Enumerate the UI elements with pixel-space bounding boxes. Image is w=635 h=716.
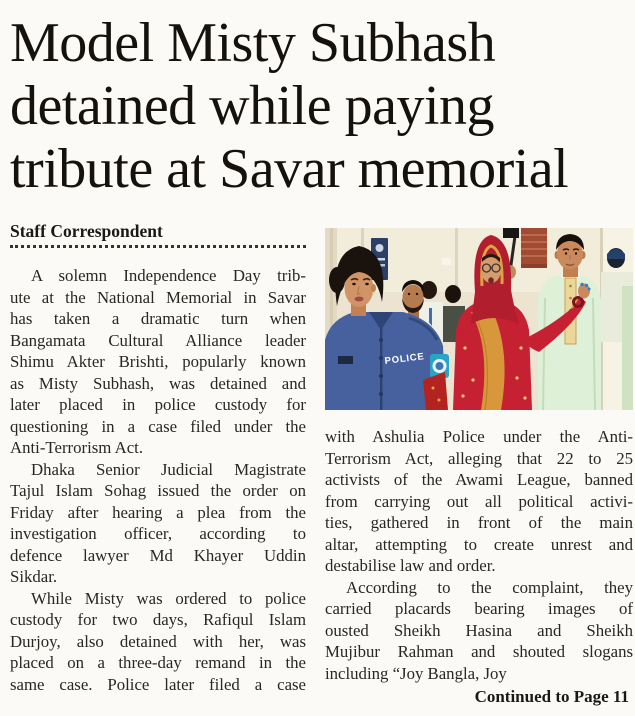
headline-line-3: tribute at Savar memorial	[10, 138, 569, 200]
headline-line-2: detained while paying	[10, 75, 495, 137]
article-line: with Ashulia Police under the Anti-	[325, 427, 633, 446]
article-line: ties, gathered in front of the main	[325, 513, 633, 532]
article-line: investigation officer, according to	[10, 524, 306, 543]
article-line: Dhaka Senior Judicial Magistrate	[31, 459, 306, 479]
paragraph	[10, 588, 306, 696]
article-line: same case. Police later filed a case	[10, 674, 306, 694]
article-line: destabilise law and order.	[325, 556, 496, 575]
article-columns	[10, 221, 635, 707]
byline: Staff Correspondent	[10, 221, 163, 241]
article-line: as Misty Subhash, was detained and	[10, 373, 306, 393]
article-line: Sikdar.	[10, 567, 58, 586]
headline	[10, 12, 635, 201]
paragraph	[10, 459, 306, 588]
article-line: Bangamata Cultural Alliance leader	[10, 330, 306, 350]
column-right	[325, 221, 633, 707]
article-line: Anti-Terrorism Act.	[10, 438, 144, 457]
column-left	[10, 221, 306, 695]
article-line: questioning in a case filed under the	[10, 416, 306, 436]
article-line: Durjoy, also detained with her, was	[10, 631, 306, 651]
article-line: According to the complaint, they	[346, 577, 633, 597]
paragraph	[10, 265, 306, 459]
article-text-right	[325, 426, 633, 684]
article-line: later placed in police custody for	[10, 395, 306, 414]
article-line: custody for two days, Rafiqul Islam	[10, 610, 306, 629]
headline-line-1: Model Misty Subhash	[10, 12, 496, 74]
article-line: altar, attempting to create unrest and	[325, 534, 633, 554]
article-line: from carrying out all political activi-	[325, 491, 633, 511]
article-line: has taken a dramatic turn when	[10, 309, 306, 328]
article-line: ute at the National Memorial in Savar	[10, 287, 306, 307]
paragraph	[325, 577, 633, 685]
article-line: Mujibur Rahman and shouted slogans	[325, 642, 633, 661]
article-line: ousted Sheikh Hasina and Sheikh	[325, 620, 633, 640]
article-line: activists of the Awami League, banned	[325, 470, 633, 489]
article-line: defence lawyer Md Khayer Uddin	[10, 545, 306, 565]
article-line: placed on a three-day remand in the	[10, 653, 306, 672]
article-line: While Misty was ordered to police	[31, 588, 306, 608]
brick-pillar	[521, 228, 547, 268]
continued-note: Continued to Page 11	[474, 687, 629, 706]
article-line: including “Joy Bangla, Joy	[325, 663, 507, 683]
article-line: Terrorism Act, alleging that 22 to 25	[325, 448, 633, 468]
news-photo-illustration	[325, 228, 633, 410]
news-photo	[325, 228, 633, 410]
article-line: Shimu Akter Brishti, popularly known	[10, 352, 306, 371]
article-text-left	[10, 265, 306, 695]
article-line: carried placards bearing images of	[325, 599, 633, 618]
police-vest-label: POLICE	[384, 351, 426, 367]
paragraph	[325, 426, 633, 577]
byline-divider	[10, 245, 306, 248]
article-line: Tajul Islam Sohag issued the order on	[10, 481, 306, 500]
article-line: Friday after hearing a plea from the	[10, 502, 306, 522]
article-line: A solemn Independence Day trib-	[31, 266, 306, 285]
